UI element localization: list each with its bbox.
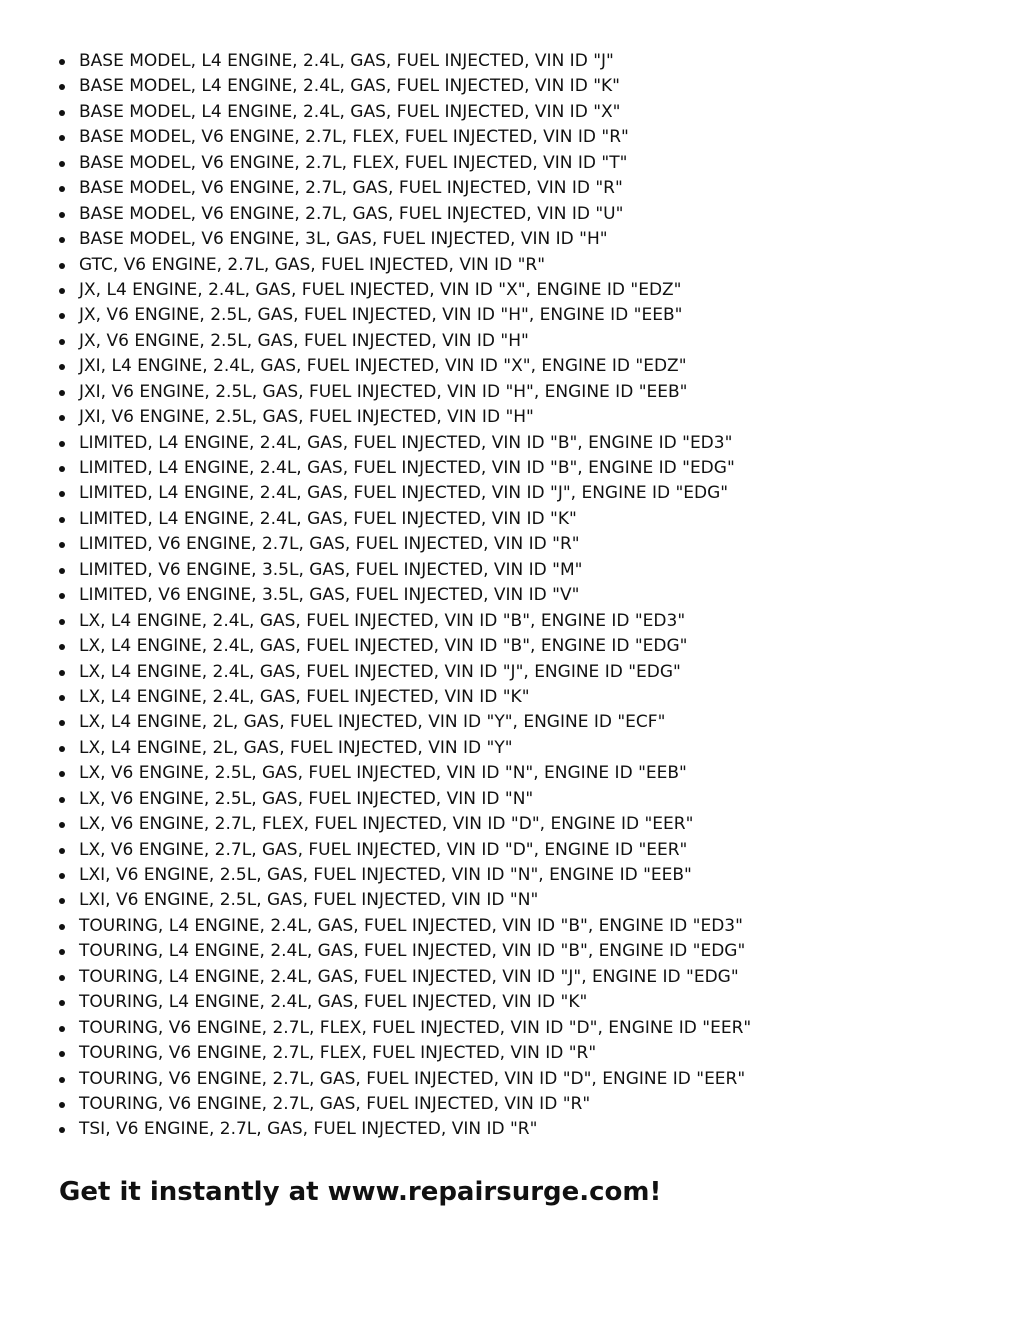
spec-list-item: LIMITED, V6 ENGINE, 3.5L, GAS, FUEL INJECTED, VIN ID "V" <box>58 583 958 608</box>
spec-list-item: LIMITED, V6 ENGINE, 2.7L, GAS, FUEL INJECTED, VIN ID "R" <box>58 532 958 557</box>
engine-spec-list <box>58 49 958 1143</box>
spec-list-item: LIMITED, L4 ENGINE, 2.4L, GAS, FUEL INJECTED, VIN ID "K" <box>58 507 958 532</box>
spec-list-item: LX, L4 ENGINE, 2.4L, GAS, FUEL INJECTED, VIN ID "K" <box>58 685 958 710</box>
spec-list-item: LIMITED, V6 ENGINE, 3.5L, GAS, FUEL INJECTED, VIN ID "M" <box>58 558 958 583</box>
spec-list-item: TOURING, V6 ENGINE, 2.7L, GAS, FUEL INJECTED, VIN ID "D", ENGINE ID "EER" <box>58 1067 958 1092</box>
spec-list-item: JXI, L4 ENGINE, 2.4L, GAS, FUEL INJECTED, VIN ID "X", ENGINE ID "EDZ" <box>58 354 958 379</box>
spec-list-item: TOURING, V6 ENGINE, 2.7L, GAS, FUEL INJECTED, VIN ID "R" <box>58 1092 958 1117</box>
spec-list-item: BASE MODEL, L4 ENGINE, 2.4L, GAS, FUEL INJECTED, VIN ID "J" <box>58 49 958 74</box>
spec-list-item: LXI, V6 ENGINE, 2.5L, GAS, FUEL INJECTED, VIN ID "N", ENGINE ID "EEB" <box>58 863 958 888</box>
spec-list-item: LXI, V6 ENGINE, 2.5L, GAS, FUEL INJECTED, VIN ID "N" <box>58 888 958 913</box>
spec-list-item: JX, L4 ENGINE, 2.4L, GAS, FUEL INJECTED, VIN ID "X", ENGINE ID "EDZ" <box>58 278 958 303</box>
spec-list-item: LIMITED, L4 ENGINE, 2.4L, GAS, FUEL INJECTED, VIN ID "B", ENGINE ID "ED3" <box>58 431 958 456</box>
spec-list-item: BASE MODEL, V6 ENGINE, 3L, GAS, FUEL INJECTED, VIN ID "H" <box>58 227 958 252</box>
spec-list-item: TOURING, L4 ENGINE, 2.4L, GAS, FUEL INJECTED, VIN ID "B", ENGINE ID "ED3" <box>58 914 958 939</box>
spec-list-item: TOURING, V6 ENGINE, 2.7L, FLEX, FUEL INJECTED, VIN ID "D", ENGINE ID "EER" <box>58 1016 958 1041</box>
spec-list-item: TSI, V6 ENGINE, 2.7L, GAS, FUEL INJECTED, VIN ID "R" <box>58 1117 958 1142</box>
spec-list-item: GTC, V6 ENGINE, 2.7L, GAS, FUEL INJECTED, VIN ID "R" <box>58 253 958 278</box>
spec-list-item: LX, L4 ENGINE, 2.4L, GAS, FUEL INJECTED, VIN ID "B", ENGINE ID "EDG" <box>58 634 958 659</box>
spec-list-item: LX, V6 ENGINE, 2.7L, FLEX, FUEL INJECTED, VIN ID "D", ENGINE ID "EER" <box>58 812 958 837</box>
spec-list-item: BASE MODEL, V6 ENGINE, 2.7L, GAS, FUEL INJECTED, VIN ID "U" <box>58 202 958 227</box>
spec-list-item: LIMITED, L4 ENGINE, 2.4L, GAS, FUEL INJECTED, VIN ID "B", ENGINE ID "EDG" <box>58 456 958 481</box>
spec-list-item: BASE MODEL, V6 ENGINE, 2.7L, GAS, FUEL INJECTED, VIN ID "R" <box>58 176 958 201</box>
spec-list-item: TOURING, L4 ENGINE, 2.4L, GAS, FUEL INJECTED, VIN ID "B", ENGINE ID "EDG" <box>58 939 958 964</box>
spec-list-item: BASE MODEL, V6 ENGINE, 2.7L, FLEX, FUEL INJECTED, VIN ID "R" <box>58 125 958 150</box>
spec-list-item: LX, V6 ENGINE, 2.7L, GAS, FUEL INJECTED, VIN ID "D", ENGINE ID "EER" <box>58 838 958 863</box>
spec-list-item: LX, L4 ENGINE, 2.4L, GAS, FUEL INJECTED, VIN ID "B", ENGINE ID "ED3" <box>58 609 958 634</box>
spec-list-item: LX, L4 ENGINE, 2.4L, GAS, FUEL INJECTED, VIN ID "J", ENGINE ID "EDG" <box>58 660 958 685</box>
spec-list-item: JX, V6 ENGINE, 2.5L, GAS, FUEL INJECTED, VIN ID "H", ENGINE ID "EEB" <box>58 303 958 328</box>
spec-list-item: TOURING, V6 ENGINE, 2.7L, FLEX, FUEL INJECTED, VIN ID "R" <box>58 1041 958 1066</box>
spec-list-item: JXI, V6 ENGINE, 2.5L, GAS, FUEL INJECTED, VIN ID "H", ENGINE ID "EEB" <box>58 380 958 405</box>
spec-list-item: LX, V6 ENGINE, 2.5L, GAS, FUEL INJECTED, VIN ID "N" <box>58 787 958 812</box>
spec-list-item: JX, V6 ENGINE, 2.5L, GAS, FUEL INJECTED, VIN ID "H" <box>58 329 958 354</box>
spec-list-item: TOURING, L4 ENGINE, 2.4L, GAS, FUEL INJECTED, VIN ID "J", ENGINE ID "EDG" <box>58 965 958 990</box>
spec-list-item: BASE MODEL, L4 ENGINE, 2.4L, GAS, FUEL INJECTED, VIN ID "X" <box>58 100 958 125</box>
call-to-action-text: Get it instantly at www.repairsurge.com! <box>59 1177 662 1207</box>
spec-list-item: LIMITED, L4 ENGINE, 2.4L, GAS, FUEL INJECTED, VIN ID "J", ENGINE ID "EDG" <box>58 481 958 506</box>
spec-list-item: TOURING, L4 ENGINE, 2.4L, GAS, FUEL INJECTED, VIN ID "K" <box>58 990 958 1015</box>
spec-list-item: LX, L4 ENGINE, 2L, GAS, FUEL INJECTED, VIN ID "Y" <box>58 736 958 761</box>
spec-list-item: JXI, V6 ENGINE, 2.5L, GAS, FUEL INJECTED, VIN ID "H" <box>58 405 958 430</box>
spec-list-item: BASE MODEL, V6 ENGINE, 2.7L, FLEX, FUEL INJECTED, VIN ID "T" <box>58 151 958 176</box>
spec-list-item: BASE MODEL, L4 ENGINE, 2.4L, GAS, FUEL INJECTED, VIN ID "K" <box>58 74 958 99</box>
spec-list-item: LX, L4 ENGINE, 2L, GAS, FUEL INJECTED, VIN ID "Y", ENGINE ID "ECF" <box>58 710 958 735</box>
spec-list-item: LX, V6 ENGINE, 2.5L, GAS, FUEL INJECTED, VIN ID "N", ENGINE ID "EEB" <box>58 761 958 786</box>
